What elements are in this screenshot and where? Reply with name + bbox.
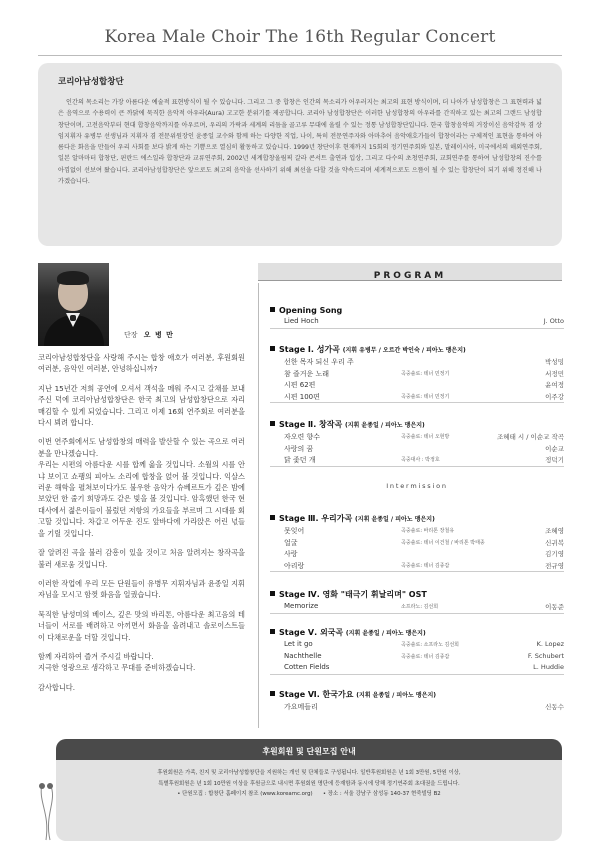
program-row <box>270 526 564 538</box>
program-row <box>270 538 564 550</box>
program-row <box>270 317 564 329</box>
footer-title: 후원회원 및 단원모집 안내 <box>262 747 356 756</box>
song-composer: 이순교 <box>545 444 564 453</box>
bullet-icon <box>270 421 275 426</box>
letter-paragraph: 우리는 시편의 아름다운 시를 합께 읊을 것입니다. 소월의 시를 안냐 보이고 쇼팽의 피아노 소리에 합창을 얹어 볼 것입니다. 익살스러운 해학을 펼쳐보이다가도 불우한 음악가 슈베르트가 깊은 밤에 보았던 한 줄기 희망과도 같은 빛을 볼 것입니다. 암흑했던 한국 현대사에서 젊은이들이 불렀던 저항의 가요들을 부르며 그 시대를 회고할 것입니다. 차갑고 어두운 진도 앞바다에 가라앉은 어린 넋들을 기릴 것입니다. <box>38 460 245 538</box>
program-row <box>270 455 564 467</box>
bullet-icon <box>270 307 275 312</box>
song-composer: 조혜태 시 / 이순교 작곡 <box>497 433 564 441</box>
recruit-info: • 단원모집 : 합창단 홈페이지 참조 (www.koreamc.org) <box>177 791 313 797</box>
bullet-icon <box>270 591 275 596</box>
song-title: 얼굴 <box>284 538 298 547</box>
song-note: 곡중솔로: 소프라노 김선희 <box>401 642 459 648</box>
bullet-icon <box>270 629 275 634</box>
page-title: Korea Male Choir The 16th Regular Concert <box>104 27 496 47</box>
conductor-photo <box>38 263 109 346</box>
song-note: 곡중솔로: 바리톤 장철유 <box>401 528 455 534</box>
stage-3 <box>270 513 564 572</box>
stage-opening <box>270 306 564 329</box>
program-row <box>270 432 564 444</box>
song-composer: 서정민 <box>545 369 564 378</box>
song-note: 곡중솔로: 테너 이건철 / 바리톤 박태종 <box>401 539 485 546</box>
song-composer: 박성밍 <box>545 358 564 366</box>
letter-paragraph: 잘 알려진 곡을 불러 감흥이 있을 것이고 처음 알려지는 창작곡을 불러 새로움 것입니다. <box>38 548 245 569</box>
sponsorship-footer <box>56 739 562 841</box>
song-note: 곡중대사 : 박정호 <box>401 457 440 464</box>
song-composer: F. Schubert <box>527 651 564 660</box>
letter-paragraph: 감사합니다. <box>38 682 76 692</box>
letter-paragraph: 함께 자리하여 즐겨 주시길 바랍니다. 지극한 영광으로 생각하고 무대를 준비하겠습니다. <box>38 651 196 673</box>
stage-credits: (지휘 윤종일 / 피아노 맹은지) <box>345 630 426 637</box>
program-row <box>270 380 564 392</box>
location-info: • 장소 : 서울 강남구 삼성동 140-37 현죽빌딩 B2 <box>322 791 441 797</box>
page-header <box>38 22 562 56</box>
stage-4 <box>270 589 564 614</box>
song-note: 곡중솔로: 테너 오현방 <box>401 434 450 440</box>
greeting-letter <box>38 352 245 701</box>
song-composer: 이주강 <box>545 392 564 401</box>
stage-credits: (지휘 윤종일 / 피아노 맹은지) <box>356 692 437 699</box>
song-composer: L. Huddie <box>533 663 564 672</box>
letter-paragraph: 묵직한 남성미의 베이스, 깊은 맛의 바리톤, 아름다운 최고음의 테너들이 서로를 배려하고 아끼면서 화음을 올려내고 솔로이스트들이 다채로운을 더할 것입니다. <box>38 609 245 642</box>
song-title: 못잊어 <box>284 527 305 535</box>
stage-title: Stage Ⅵ. 한국가요 <box>279 690 354 699</box>
stage-1 <box>270 344 564 403</box>
choir-intro-text: 인간의 목소리는 가장 아름다운 예술적 표현방식이 될 수 있습니다. 그리고 그 중 합창은 인간의 목소리가 어우러지는 최고의 표현 방식이며, 더 나아가 남성합창은 그 표현력과 넓은 음역으로 수용력이 큰 까닭에 묵직한 음악적 아우라(Aura) 고고한 분위기를 제공합니다. 코리아 남성합창단은 이러한 남성합창의 아우라를 간직하고 있는 최고의 그랜드 남성합창단이며, 고전음악부터 현대 합창음악까지를 아우르며, 우리의 가락과 세계의 리듬을 골고루 무대에 올릴 수 있는 정통 남성합창단입니다. 한국 합창음악의 거장이신 음악감독 겸 상임지휘자 유병무 선생님과 지휘자 겸 전문위원장인 윤종일 교수와 함께 하는 다양한 직업, 나이, 특히 전문연주자와 아마추어 음악애호가들이 합창이라는 구체적인 표현을 통하여 아름다운 화음을 만들어 우리 사회를 보다 밝게 하는 기쁨으로 열심히 활동하고 있습니다. 1999년 창단이후 현재까지 15회의 정기연주회와 일본, 말레이시아, 미국에서의 해외연주회, 일본 알마마터 합창단, 핀란드 에스일라 합창단과 교류연주회, 2002년 세계합창올림픽 갈라 콘서트 출연과 입상, 그리고 다수의 초청연주회, 교회연주를 통하여 남성합창의 진수를 아낌없이 선보여 왔습니다. 코리아남성합창단은 앞으로도 최고의 음악을 선사하기 위해 최선을 다할 것을 약속드리며 세계적으로도 으뜸이 될 수 있는 합창단이 되기 위해 정진해 나가겠습니다. <box>58 99 542 186</box>
stage-title: Stage Ⅱ. 창작곡 <box>279 420 343 429</box>
stage-title: Opening Song <box>279 306 343 315</box>
song-title: 시편 62편 <box>284 381 316 390</box>
footer-text: 특별후원회원은 년 1회 10만원 이상을 후원금으로 내시면 후원회원 명단에 등재함과 동시에 당해 정기연주회 초대권을 드립니다. <box>158 780 460 787</box>
song-composer: 이동준 <box>545 603 564 611</box>
stage-title: Stage Ⅳ. 영화 "태극기 휘날리며" OST <box>279 590 427 599</box>
song-title: 참 즐거운 노래 <box>284 369 330 378</box>
song-title: 자오련 향수 <box>284 433 321 441</box>
song-composer: 신동수 <box>545 703 564 711</box>
stage-credits: (지휘 윤종일 / 피아노 맹은지) <box>355 516 435 523</box>
program-row <box>270 702 564 714</box>
bullet-icon <box>270 691 275 696</box>
song-title: Let it go <box>284 640 313 648</box>
footer-contact <box>68 789 550 800</box>
song-composer: 윤여정 <box>545 381 564 390</box>
program-row <box>270 549 564 561</box>
song-note: 소프라노: 김선희 <box>401 604 439 610</box>
song-composer: 전규영 <box>545 561 564 570</box>
program-row <box>270 602 564 614</box>
stage-title: Stage Ⅲ. 우리가곡 <box>279 514 353 523</box>
stage-6 <box>270 689 564 714</box>
program-row <box>270 357 564 369</box>
song-title: Nachthelle <box>284 651 322 660</box>
program-row <box>270 652 564 664</box>
program-heading: PROGRAM <box>373 271 447 281</box>
choir-intro-heading: 코리아남성합창단 <box>58 77 124 87</box>
footer-text: 후원회원은 가족, 친지 및 코리아남성합창단을 지원하는 개인 및 단체들로 구성됩니다. 일반후원회원은 년 1회 3만원, 5만원 이상, <box>157 770 461 776</box>
letter-paragraph: 지난 15년간 저희 공연에 오셔서 객석을 메워 주시고 갈채를 보내주신 덕에 코리아남성합창단은 한국 최고의 남성합창단으로 자리매김할 수 있게 되었습니다. 그리고 이제 16회 연주회로 여러분을 다시 뵈려 합니다. <box>38 383 245 428</box>
song-title: 닭 좇던 개 <box>284 456 316 465</box>
stage-title: Stage Ⅴ. 외국곡 <box>279 628 344 637</box>
song-note: 곡중솔로: 테너 민정기 <box>401 393 450 400</box>
song-title: 가요메들리 <box>284 703 318 711</box>
song-composer: 김기영 <box>545 550 564 559</box>
letter-paragraph: 이러한 작업에 우리 모든 단원들이 유병무 지휘자님과 윤종일 지휘자님을 모시고 함껏 화음을 일궜습니다. <box>38 578 245 600</box>
song-title: 시편 100편 <box>284 392 320 401</box>
song-title: Lied Hoch <box>284 317 319 325</box>
song-title: 사랑의 꿈 <box>284 444 314 453</box>
stage-credits: (지휘 유병무 / 오르간 박인숙 / 피아노 맹은지) <box>342 347 466 354</box>
letter-paragraph: 이번 연주회에서도 남성합창의 매력을 발산할 수 있는 곡으로 여러분을 만나겠습니다. <box>38 437 245 458</box>
song-title: Memorize <box>284 602 319 610</box>
song-composer: 조혜영 <box>545 527 564 535</box>
intermission-label: Intermission <box>386 482 448 490</box>
stage-2 <box>270 419 564 467</box>
bullet-icon <box>270 346 275 351</box>
stage-5 <box>270 627 564 675</box>
song-title: Cotten Fields <box>284 663 330 672</box>
program-heading-bar <box>258 263 562 281</box>
program-row <box>270 561 564 573</box>
conductor-role: 단장 <box>124 331 138 339</box>
program-divider <box>258 283 259 728</box>
song-note: 곡중솔로: 테너 김종갑 <box>401 653 450 660</box>
program-row <box>270 444 564 456</box>
song-title: 사랑 <box>284 550 298 559</box>
song-note: 곡중솔로: 테너 민정기 <box>401 370 450 377</box>
song-composer: 신귀복 <box>545 538 564 547</box>
conductor-caption <box>124 330 174 340</box>
program-row <box>270 392 564 404</box>
program-row <box>270 640 564 652</box>
conductor-name: 오 병 만 <box>143 331 174 339</box>
song-title: 선한 목자 되신 우리 주 <box>284 358 354 366</box>
choir-intro-box <box>38 63 562 246</box>
program-row <box>270 369 564 381</box>
song-composer: J. Otto <box>543 317 564 325</box>
song-composer: K. Lopez <box>536 640 564 648</box>
bullet-icon <box>270 515 275 520</box>
stage-credits: (지휘 윤종일 / 피아노 맹은지) <box>345 422 425 429</box>
song-title: 아리랑 <box>284 561 305 570</box>
program-row <box>270 663 564 675</box>
song-note: 곡중솔로: 테너 김종갑 <box>401 562 450 569</box>
letter-paragraph: 코리아남성합창단을 사랑해 주시는 합창 애호가 여러분, 후원회원 여러분, 음악인 여러분, 안녕하십니까? <box>38 353 245 374</box>
song-composer: 정덕기 <box>545 456 564 465</box>
stage-title: Stage Ⅰ. 성가곡 <box>279 345 340 354</box>
